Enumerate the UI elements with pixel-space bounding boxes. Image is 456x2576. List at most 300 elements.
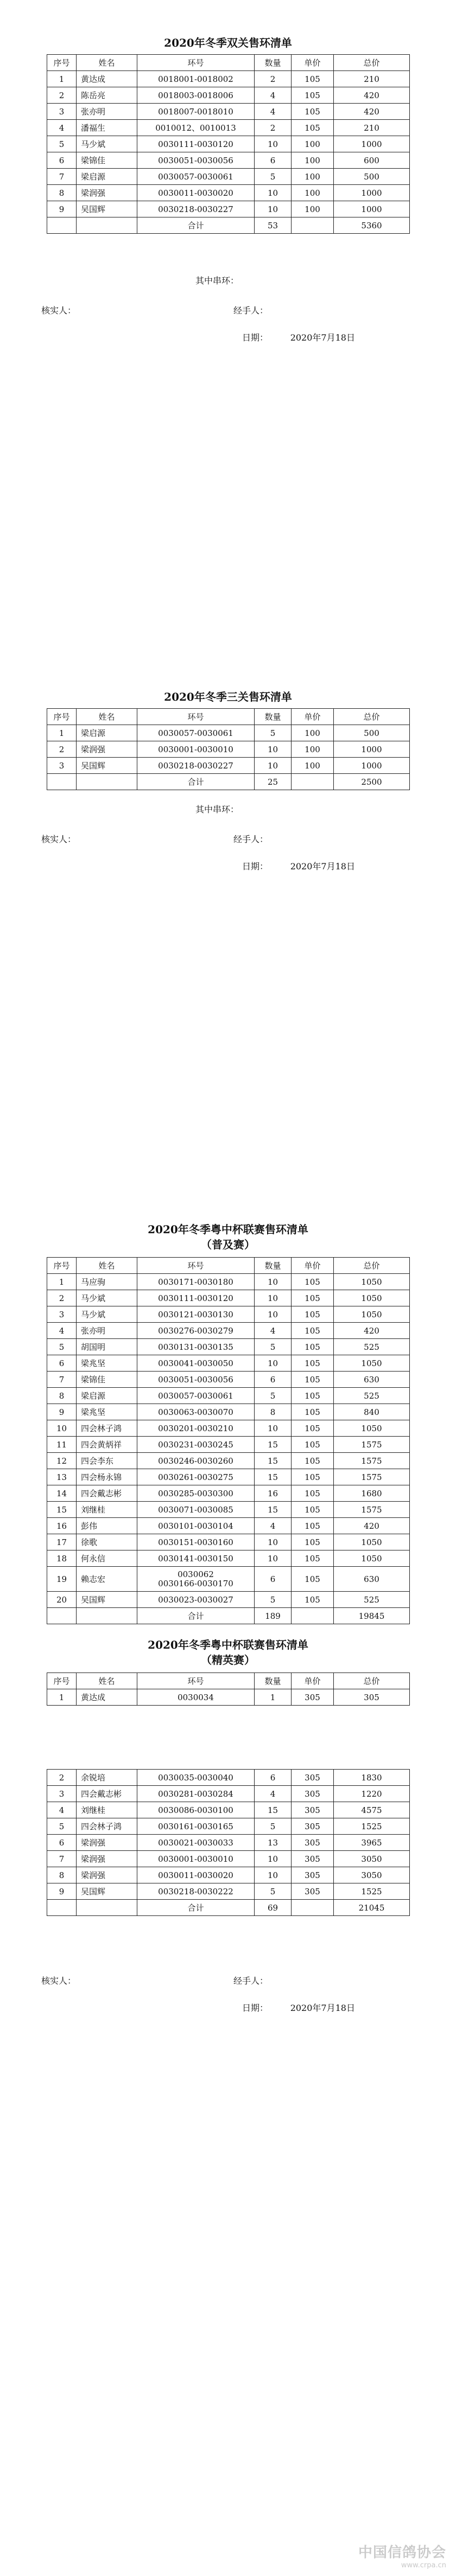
- ring-number-cell: 0030218-0030227: [137, 201, 255, 217]
- table-row: [47, 1818, 410, 1835]
- date-label: 日期： 2020年7月18日: [242, 332, 355, 343]
- quantity-cell: 8: [255, 1404, 292, 1420]
- table-row: [47, 185, 410, 201]
- seq-cell: 2: [47, 87, 77, 104]
- unit-price-cell: 305: [292, 1851, 334, 1867]
- total-quantity: 69: [255, 1900, 292, 1916]
- table-row: [47, 741, 410, 758]
- table-header-row: [47, 709, 410, 725]
- total-label: 合计: [137, 1900, 255, 1916]
- table-row: [47, 1404, 410, 1420]
- table-row: [47, 1770, 410, 1786]
- total-cell: 1050: [334, 1550, 410, 1567]
- seq-cell: 1: [47, 71, 77, 87]
- total-cell: 1575: [334, 1453, 410, 1469]
- total-row: [47, 774, 410, 790]
- unit-price-cell: 100: [292, 185, 334, 201]
- ring-number-cell: 0030035-0030040: [137, 1770, 255, 1786]
- column-header: 单价: [292, 709, 334, 725]
- total-cell: 630: [334, 1567, 410, 1592]
- name-cell: 张亦明: [77, 104, 137, 120]
- unit-price-cell: 105: [292, 1323, 334, 1339]
- date-label: 日期： 2020年7月18日: [242, 2003, 355, 2013]
- seq-cell: 7: [47, 1851, 77, 1867]
- seq-cell: 9: [47, 1404, 77, 1420]
- table-row: [47, 1485, 410, 1502]
- unit-price-cell: 305: [292, 1818, 334, 1835]
- total-quantity: 25: [255, 774, 292, 790]
- empty-cell: [47, 1900, 77, 1916]
- quantity-cell: 4: [255, 87, 292, 104]
- table-row: [47, 1469, 410, 1485]
- seq-cell: 1: [47, 1274, 77, 1290]
- table-row: [47, 71, 410, 87]
- quantity-cell: 10: [255, 1867, 292, 1883]
- table-row: [47, 1534, 410, 1550]
- name-cell: 黄达成: [77, 71, 137, 87]
- table-row: [47, 1786, 410, 1802]
- quantity-cell: 10: [255, 136, 292, 152]
- unit-price-cell: 105: [292, 1567, 334, 1592]
- empty-cell: [77, 1608, 137, 1624]
- table-header-row: [47, 1258, 410, 1274]
- column-header: 姓名: [77, 55, 137, 71]
- table-row: [47, 1372, 410, 1388]
- name-cell: 梁兆坚: [77, 1404, 137, 1420]
- total-cell: 1575: [334, 1502, 410, 1518]
- handler-label: 经手人：: [233, 1976, 269, 1986]
- unit-price-cell: 105: [292, 1453, 334, 1469]
- unit-price-cell: 105: [292, 1592, 334, 1608]
- ring-number-cell: 0030151-0030160: [137, 1534, 255, 1550]
- seq-cell: 5: [47, 1339, 77, 1355]
- quantity-cell: 4: [255, 1323, 292, 1339]
- table-row: [47, 1835, 410, 1851]
- total-cell: 1575: [334, 1469, 410, 1485]
- seq-cell: 14: [47, 1485, 77, 1502]
- seq-cell: 6: [47, 1355, 77, 1372]
- name-cell: 梁锦佳: [77, 152, 137, 169]
- seq-cell: 5: [47, 136, 77, 152]
- total-cell: 305: [334, 1689, 410, 1706]
- quantity-cell: 5: [255, 1818, 292, 1835]
- unit-price-cell: 100: [292, 152, 334, 169]
- page-title: 2020年冬季三关售环清单: [164, 690, 292, 703]
- quantity-cell: 2: [255, 120, 292, 136]
- total-cell: 1680: [334, 1485, 410, 1502]
- seq-cell: 18: [47, 1550, 77, 1567]
- unit-price-cell: 105: [292, 1290, 334, 1306]
- total-cell: 1050: [334, 1290, 410, 1306]
- seq-cell: 4: [47, 120, 77, 136]
- quantity-cell: 16: [255, 1485, 292, 1502]
- name-cell: 梁润强: [77, 741, 137, 758]
- unit-price-cell: 105: [292, 1388, 334, 1404]
- empty-cell: [77, 1900, 137, 1916]
- ring-number-cell: 0030131-0030135: [137, 1339, 255, 1355]
- quantity-cell: 5: [255, 1388, 292, 1404]
- seq-cell: 3: [47, 758, 77, 774]
- quantity-cell: 10: [255, 758, 292, 774]
- table-row: [47, 1339, 410, 1355]
- unit-price-cell: 105: [292, 120, 334, 136]
- ring-number-cell: 0030231-0030245: [137, 1437, 255, 1453]
- watermark-url: www.crpa.cn: [401, 2561, 446, 2569]
- quantity-cell: 4: [255, 1786, 292, 1802]
- ring-number-cell: 0030057-0030061: [137, 1388, 255, 1404]
- seq-cell: 12: [47, 1453, 77, 1469]
- ring-number-cell: 0030057-0030061: [137, 169, 255, 185]
- unit-price-cell: 105: [292, 104, 334, 120]
- name-cell: 四会黄炳祥: [77, 1437, 137, 1453]
- name-cell: 梁润强: [77, 1851, 137, 1867]
- name-cell: 四会杨永锦: [77, 1469, 137, 1485]
- column-header: 数量: [255, 709, 292, 725]
- quantity-cell: 15: [255, 1469, 292, 1485]
- total-cell: 1000: [334, 741, 410, 758]
- unit-price-cell: 105: [292, 1518, 334, 1534]
- quantity-cell: 5: [255, 1339, 292, 1355]
- total-cell: 630: [334, 1372, 410, 1388]
- table-row: [47, 1323, 410, 1339]
- unit-price-cell: 100: [292, 741, 334, 758]
- unit-price-cell: 105: [292, 1404, 334, 1420]
- ring-number-cell: 0030246-0030260: [137, 1453, 255, 1469]
- ring-number-cell: 0030161-0030165: [137, 1818, 255, 1835]
- column-header: 总价: [334, 1258, 410, 1274]
- total-cell: 840: [334, 1404, 410, 1420]
- total-cell: 1830: [334, 1770, 410, 1786]
- column-header: 总价: [334, 709, 410, 725]
- seq-cell: 2: [47, 1770, 77, 1786]
- table-row: [47, 1453, 410, 1469]
- total-cell: 500: [334, 169, 410, 185]
- ring-number-cell: 0030071-0030085: [137, 1502, 255, 1518]
- seq-cell: 19: [47, 1567, 77, 1592]
- ring-number-cell: 0030062 0030166-0030170: [137, 1567, 255, 1592]
- column-header: 环号: [137, 1673, 255, 1689]
- column-header: 序号: [47, 1673, 77, 1689]
- unit-price-cell: 105: [292, 87, 334, 104]
- total-cell: 210: [334, 120, 410, 136]
- seq-cell: 13: [47, 1469, 77, 1485]
- total-quantity: 189: [255, 1608, 292, 1624]
- total-cell: 1220: [334, 1786, 410, 1802]
- total-label: 合计: [137, 217, 255, 234]
- quantity-cell: 6: [255, 152, 292, 169]
- total-cell: 1050: [334, 1534, 410, 1550]
- empty-cell: [292, 217, 334, 234]
- total-label: 合计: [137, 774, 255, 790]
- quantity-cell: 10: [255, 185, 292, 201]
- unit-price-cell: 105: [292, 1355, 334, 1372]
- total-cell: 1000: [334, 136, 410, 152]
- total-cell: 525: [334, 1592, 410, 1608]
- unit-price-cell: 105: [292, 1534, 334, 1550]
- total-cell: 500: [334, 725, 410, 741]
- ring-number-cell: 0030086-0030100: [137, 1802, 255, 1818]
- ring-number-cell: 0030276-0030279: [137, 1323, 255, 1339]
- quantity-cell: 15: [255, 1502, 292, 1518]
- unit-price-cell: 100: [292, 758, 334, 774]
- page-title: 2020年冬季粤中杯联赛售环清单: [148, 1638, 308, 1651]
- ring-number-cell: 0030201-0030210: [137, 1420, 255, 1437]
- seq-cell: 15: [47, 1502, 77, 1518]
- name-cell: 陈岳亮: [77, 87, 137, 104]
- ring-number-cell: 0030034: [137, 1689, 255, 1706]
- total-sum: 2500: [334, 774, 410, 790]
- unit-price-cell: 105: [292, 1339, 334, 1355]
- quantity-cell: 4: [255, 104, 292, 120]
- table-row: [47, 1883, 410, 1900]
- column-header: 数量: [255, 1258, 292, 1274]
- unit-price-cell: 305: [292, 1835, 334, 1851]
- quantity-cell: 10: [255, 741, 292, 758]
- column-header: 序号: [47, 55, 77, 71]
- watermark-logo-text: 中国信鸽协会: [358, 2545, 446, 2561]
- empty-cell: [292, 774, 334, 790]
- unit-price-cell: 305: [292, 1883, 334, 1900]
- unit-price-cell: 105: [292, 1274, 334, 1290]
- unit-price-cell: 305: [292, 1802, 334, 1818]
- unit-price-cell: 305: [292, 1786, 334, 1802]
- quantity-cell: 10: [255, 1274, 292, 1290]
- ring-number-cell: 0030001-0030010: [137, 741, 255, 758]
- name-cell: 潘福生: [77, 120, 137, 136]
- quantity-cell: 5: [255, 1883, 292, 1900]
- seq-cell: 1: [47, 1689, 77, 1706]
- ring-number-cell: 0030218-0030227: [137, 758, 255, 774]
- table-row: [47, 1802, 410, 1818]
- quantity-cell: 10: [255, 1290, 292, 1306]
- table-row: [47, 1851, 410, 1867]
- table-row: [47, 1567, 410, 1592]
- unit-price-cell: 105: [292, 71, 334, 87]
- quantity-cell: 10: [255, 201, 292, 217]
- total-row: [47, 217, 410, 234]
- empty-cell: [47, 774, 77, 790]
- total-cell: 1050: [334, 1355, 410, 1372]
- total-cell: 1050: [334, 1420, 410, 1437]
- total-sum: 21045: [334, 1900, 410, 1916]
- checker-label: 核实人：: [41, 305, 77, 316]
- total-cell: 420: [334, 104, 410, 120]
- empty-cell: [47, 1608, 77, 1624]
- empty-cell: [292, 1608, 334, 1624]
- name-cell: 马少斌: [77, 136, 137, 152]
- handler-label: 经手人：: [233, 834, 269, 844]
- table-row: [47, 201, 410, 217]
- seq-cell: 9: [47, 201, 77, 217]
- ring-number-cell: 0018007-0018010: [137, 104, 255, 120]
- column-header: 姓名: [77, 1258, 137, 1274]
- seq-cell: 8: [47, 185, 77, 201]
- total-sum: 19845: [334, 1608, 410, 1624]
- table-row: [47, 1420, 410, 1437]
- seq-cell: 4: [47, 1323, 77, 1339]
- name-cell: 张亦明: [77, 1323, 137, 1339]
- name-cell: 梁润强: [77, 1867, 137, 1883]
- table-row: [47, 1550, 410, 1567]
- unit-price-cell: 305: [292, 1689, 334, 1706]
- ring-number-cell: 0030281-0030284: [137, 1786, 255, 1802]
- quantity-cell: 10: [255, 1355, 292, 1372]
- name-cell: 四会李东: [77, 1453, 137, 1469]
- total-cell: 1050: [334, 1274, 410, 1290]
- ring-number-cell: 0018003-0018006: [137, 87, 255, 104]
- checker-label: 核实人：: [41, 1976, 77, 1986]
- page-subtitle: （普及赛）: [201, 1238, 255, 1251]
- seq-cell: 20: [47, 1592, 77, 1608]
- table-row: [47, 87, 410, 104]
- total-cell: 1000: [334, 201, 410, 217]
- name-cell: 四会戴志彬: [77, 1786, 137, 1802]
- name-cell: 梁润强: [77, 185, 137, 201]
- ring-number-cell: 0030171-0030180: [137, 1274, 255, 1290]
- total-cell: 4575: [334, 1802, 410, 1818]
- seq-cell: 3: [47, 1306, 77, 1323]
- total-cell: 525: [334, 1339, 410, 1355]
- unit-price-cell: 100: [292, 169, 334, 185]
- name-cell: 马少斌: [77, 1290, 137, 1306]
- unit-price-cell: 105: [292, 1469, 334, 1485]
- page-title: 2020年冬季粤中杯联赛售环清单: [148, 1223, 308, 1236]
- name-cell: 梁启源: [77, 725, 137, 741]
- name-cell: 刘继桂: [77, 1502, 137, 1518]
- quantity-cell: 10: [255, 1306, 292, 1323]
- total-cell: 1000: [334, 758, 410, 774]
- sales-table: [47, 1673, 410, 1706]
- total-row: [47, 1608, 410, 1624]
- name-cell: 梁启源: [77, 169, 137, 185]
- ring-number-cell: 0030021-0030033: [137, 1835, 255, 1851]
- quantity-cell: 15: [255, 1437, 292, 1453]
- name-cell: 马应驹: [77, 1274, 137, 1290]
- seq-cell: 7: [47, 169, 77, 185]
- ring-number-cell: 0030121-0030130: [137, 1306, 255, 1323]
- ring-number-cell: 0030051-0030056: [137, 1372, 255, 1388]
- name-cell: 梁锦佳: [77, 1372, 137, 1388]
- table-header-row: [47, 55, 410, 71]
- column-header: 数量: [255, 55, 292, 71]
- column-header: 单价: [292, 55, 334, 71]
- unit-price-cell: 105: [292, 1372, 334, 1388]
- name-cell: 吴国辉: [77, 758, 137, 774]
- column-header: 环号: [137, 55, 255, 71]
- quantity-cell: 15: [255, 1453, 292, 1469]
- table-row: [47, 758, 410, 774]
- seq-cell: 16: [47, 1518, 77, 1534]
- unit-price-cell: 105: [292, 1550, 334, 1567]
- name-cell: 吴国辉: [77, 1883, 137, 1900]
- total-cell: 1575: [334, 1437, 410, 1453]
- total-cell: 3050: [334, 1851, 410, 1867]
- ring-number-cell: 0018001-0018002: [137, 71, 255, 87]
- table-row: [47, 1502, 410, 1518]
- unit-price-cell: 105: [292, 1502, 334, 1518]
- quantity-cell: 15: [255, 1802, 292, 1818]
- column-header: 单价: [292, 1258, 334, 1274]
- page-title: 2020年冬季双关售环清单: [164, 36, 292, 49]
- sales-table: [47, 1769, 410, 1916]
- seq-cell: 11: [47, 1437, 77, 1453]
- ring-number-cell: 0030057-0030061: [137, 725, 255, 741]
- seq-cell: 6: [47, 1835, 77, 1851]
- empty-cell: [292, 1900, 334, 1916]
- name-cell: 马少斌: [77, 1306, 137, 1323]
- total-cell: 1050: [334, 1306, 410, 1323]
- name-cell: 胡国明: [77, 1339, 137, 1355]
- ring-number-cell: 0030111-0030120: [137, 1290, 255, 1306]
- ring-number-cell: 0030001-0030010: [137, 1851, 255, 1867]
- name-cell: 梁启源: [77, 1388, 137, 1404]
- sales-table: [47, 54, 410, 234]
- table-row: [47, 120, 410, 136]
- empty-cell: [77, 774, 137, 790]
- column-header: 序号: [47, 709, 77, 725]
- ring-number-cell: 0030218-0030222: [137, 1883, 255, 1900]
- column-header: 序号: [47, 1258, 77, 1274]
- watermark: [358, 2541, 446, 2569]
- sales-table: [47, 708, 410, 790]
- seq-cell: 3: [47, 1786, 77, 1802]
- total-cell: 3050: [334, 1867, 410, 1883]
- table-row: [47, 1290, 410, 1306]
- quantity-cell: 5: [255, 1592, 292, 1608]
- column-header: 环号: [137, 1258, 255, 1274]
- table-row: [47, 152, 410, 169]
- ring-number-cell: 0030285-0030300: [137, 1485, 255, 1502]
- table-row: [47, 1274, 410, 1290]
- unit-price-cell: 105: [292, 1420, 334, 1437]
- total-label: 合计: [137, 1608, 255, 1624]
- seq-cell: 8: [47, 1388, 77, 1404]
- table-row: [47, 1592, 410, 1608]
- total-cell: 1000: [334, 185, 410, 201]
- seq-cell: 17: [47, 1534, 77, 1550]
- quantity-cell: 10: [255, 1420, 292, 1437]
- total-cell: 210: [334, 71, 410, 87]
- table-row: [47, 1689, 410, 1706]
- chain-note: 其中串环：: [195, 804, 239, 815]
- quantity-cell: 2: [255, 71, 292, 87]
- sales-table: [47, 1257, 410, 1624]
- empty-cell: [47, 217, 77, 234]
- unit-price-cell: 100: [292, 201, 334, 217]
- total-cell: 420: [334, 1518, 410, 1534]
- total-sum: 5360: [334, 217, 410, 234]
- column-header: 姓名: [77, 1673, 137, 1689]
- table-row: [47, 1518, 410, 1534]
- seq-cell: 8: [47, 1867, 77, 1883]
- name-cell: 吴国辉: [77, 1592, 137, 1608]
- unit-price-cell: 105: [292, 1306, 334, 1323]
- total-row: [47, 1900, 410, 1916]
- table-row: [47, 1355, 410, 1372]
- ring-number-cell: 0030261-0030275: [137, 1469, 255, 1485]
- total-cell: 525: [334, 1388, 410, 1404]
- seq-cell: 7: [47, 1372, 77, 1388]
- seq-cell: 10: [47, 1420, 77, 1437]
- total-cell: 1525: [334, 1883, 410, 1900]
- table-row: [47, 1867, 410, 1883]
- seq-cell: 4: [47, 1802, 77, 1818]
- total-quantity: 53: [255, 217, 292, 234]
- unit-price-cell: 305: [292, 1867, 334, 1883]
- seq-cell: 2: [47, 1290, 77, 1306]
- table-row: [47, 136, 410, 152]
- name-cell: 四会林子鸿: [77, 1420, 137, 1437]
